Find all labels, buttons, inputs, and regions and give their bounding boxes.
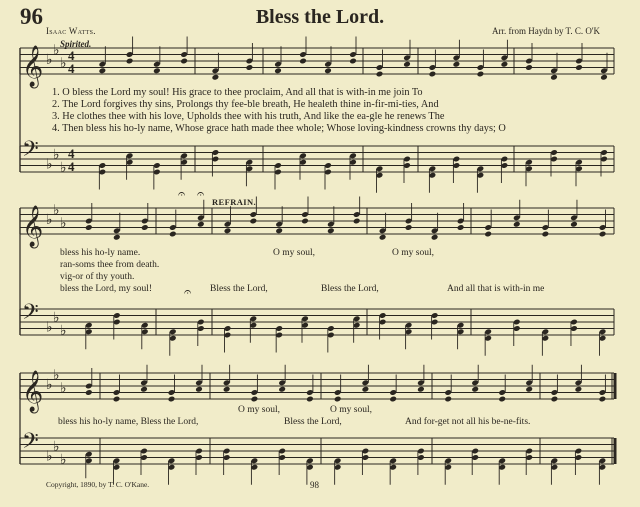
lyric-o-my-soul-4: O my soul, — [330, 405, 372, 415]
note-head — [140, 386, 148, 393]
hymn-number: 96 — [20, 4, 43, 29]
note-head — [403, 61, 411, 68]
note-head — [429, 71, 437, 78]
note-head — [599, 396, 607, 403]
note-head — [274, 67, 282, 74]
refrain-label: REFRAIN. — [212, 197, 257, 207]
note-head — [169, 231, 177, 238]
note-head — [197, 221, 205, 228]
bass-clef-icon: 𝄢 — [22, 300, 39, 330]
note-head — [301, 218, 309, 225]
note-head — [353, 218, 361, 225]
note-head — [498, 396, 506, 403]
note-head — [113, 396, 121, 403]
flat-icon: ♭ — [53, 367, 60, 384]
note-head — [550, 74, 558, 81]
lyric-all-that-is-within-me: And all that is with-in me — [447, 284, 545, 294]
note-head — [251, 396, 259, 403]
note-head — [389, 396, 397, 403]
note-head — [457, 224, 465, 231]
verse-1: 1. O bless the Lord my soul! His grace to thee proclaim, And all that is with-in me join To — [52, 87, 423, 98]
note-head — [141, 224, 149, 231]
note-head — [334, 396, 342, 403]
arranger: Arr. from Haydn by T. C. O'K — [491, 26, 600, 36]
lyric-bless-the-lord-3: Bless the Lord, — [284, 417, 342, 427]
note-head — [575, 386, 583, 393]
note-head — [471, 386, 479, 393]
note-head — [477, 71, 485, 78]
verse-3: 3. He clothes thee with his love, Upholds thee with his truth, And like the ea-gle he renews The — [52, 111, 445, 122]
time-signature-top: 4 — [68, 48, 75, 63]
note-head — [431, 234, 439, 241]
note-head — [570, 221, 578, 228]
page-number: 98 — [310, 480, 319, 490]
continuation-4: bless the Lord, my soul! — [60, 284, 153, 294]
lyric-bless-the-lord-1: Bless the Lord, — [210, 284, 268, 294]
note-head — [525, 64, 533, 71]
note-head — [453, 61, 461, 68]
flat-icon: ♭ — [60, 322, 67, 339]
note-head — [349, 58, 357, 65]
continuation-3: vig-or of thy youth. — [60, 272, 135, 282]
note-head — [250, 218, 258, 225]
flat-icon: ♭ — [46, 448, 53, 465]
note-head — [85, 389, 93, 396]
continuation-1: bless his ho-ly name. — [60, 248, 141, 258]
note-head — [180, 58, 188, 65]
treble-clef-icon: 𝄞 — [22, 371, 44, 412]
treble-clef-icon: 𝄞 — [22, 46, 44, 87]
note-head — [551, 396, 559, 403]
note-head — [85, 224, 93, 231]
note-head — [501, 61, 509, 68]
flat-icon: ♭ — [46, 156, 53, 173]
note-head — [275, 227, 283, 234]
note-head — [444, 396, 452, 403]
author: Isaac Watts. — [46, 26, 96, 36]
flat-icon: ♭ — [53, 146, 60, 163]
bass-clef-icon: 𝄢 — [22, 137, 39, 167]
flat-icon: ♭ — [53, 438, 60, 455]
note-head — [212, 74, 220, 81]
flat-icon: ♭ — [60, 55, 67, 72]
continuation-2: ran-soms thee from death. — [60, 260, 160, 270]
flat-icon: ♭ — [46, 319, 53, 336]
note-head — [299, 58, 307, 65]
note-head — [126, 58, 134, 65]
lyric-bless-his-holy-name: bless his ho-ly name, Bless the Lord, — [58, 417, 199, 427]
flat-icon: ♭ — [46, 377, 53, 393]
note-head — [484, 231, 492, 238]
time-signature-top: 4 — [68, 146, 75, 161]
note-head — [324, 67, 332, 74]
lyric-and-forget-not: And for-get not all his be-ne-fits. — [405, 417, 531, 427]
note-head — [379, 234, 387, 241]
note-head — [223, 386, 231, 393]
time-signature-bottom: 4 — [68, 159, 75, 174]
note-head — [417, 386, 425, 393]
note-head — [405, 224, 413, 231]
note-head — [168, 396, 176, 403]
tempo-marking: Spirited. — [60, 39, 92, 49]
fermata-icon: 𝄐 — [178, 187, 186, 202]
note-head — [599, 231, 607, 238]
note-head — [575, 64, 583, 71]
lyric-bless-the-lord-2: Bless the Lord, — [321, 284, 379, 294]
note-head — [153, 67, 161, 74]
flat-icon: ♭ — [60, 451, 67, 468]
note-head — [327, 227, 335, 234]
time-signature-bottom: 4 — [68, 61, 75, 76]
lyric-o-my-soul-3: O my soul, — [238, 405, 280, 415]
note-head — [600, 74, 608, 81]
note-head — [306, 396, 314, 403]
fermata-icon: 𝄐 — [184, 285, 192, 300]
note-head — [278, 386, 286, 393]
flat-icon: ♭ — [60, 215, 67, 232]
verse-4: 4. Then bless his ho-ly name, Whose grace hath made thee whole; Whose loving-kindness crowns thy days; O — [52, 123, 506, 134]
note-head — [246, 64, 254, 71]
lyric-o-my-soul-1: O my soul, — [273, 248, 315, 258]
hymn-title: Bless the Lord. — [255, 6, 385, 28]
note-head — [376, 71, 384, 78]
note-head — [513, 221, 521, 228]
bass-clef-icon: 𝄢 — [22, 429, 39, 459]
note-head — [99, 67, 107, 74]
flat-icon: ♭ — [46, 52, 53, 68]
copyright: Copyright, 1890, by T. C. O'Kane. — [46, 480, 150, 489]
verse-2: 2. The Lord forgives thy sins, Prolongs thy fee-ble breath, He healeth thine in-fir-mi-ties, And — [52, 99, 439, 110]
note-head — [525, 386, 533, 393]
note-head — [362, 386, 370, 393]
note-head — [195, 386, 203, 393]
lyric-o-my-soul-2: O my soul, — [392, 248, 434, 258]
flat-icon: ♭ — [53, 309, 60, 326]
fermata-icon: 𝄐 — [197, 187, 205, 202]
flat-icon: ♭ — [46, 212, 53, 228]
flat-icon: ♭ — [60, 380, 67, 397]
note-head — [542, 231, 550, 238]
flat-icon: ♭ — [60, 159, 67, 176]
note-head — [113, 234, 121, 241]
flat-icon: ♭ — [53, 202, 60, 219]
treble-clef-icon: 𝄞 — [22, 206, 44, 247]
note-head — [224, 227, 232, 234]
flat-icon: ♭ — [53, 42, 60, 59]
